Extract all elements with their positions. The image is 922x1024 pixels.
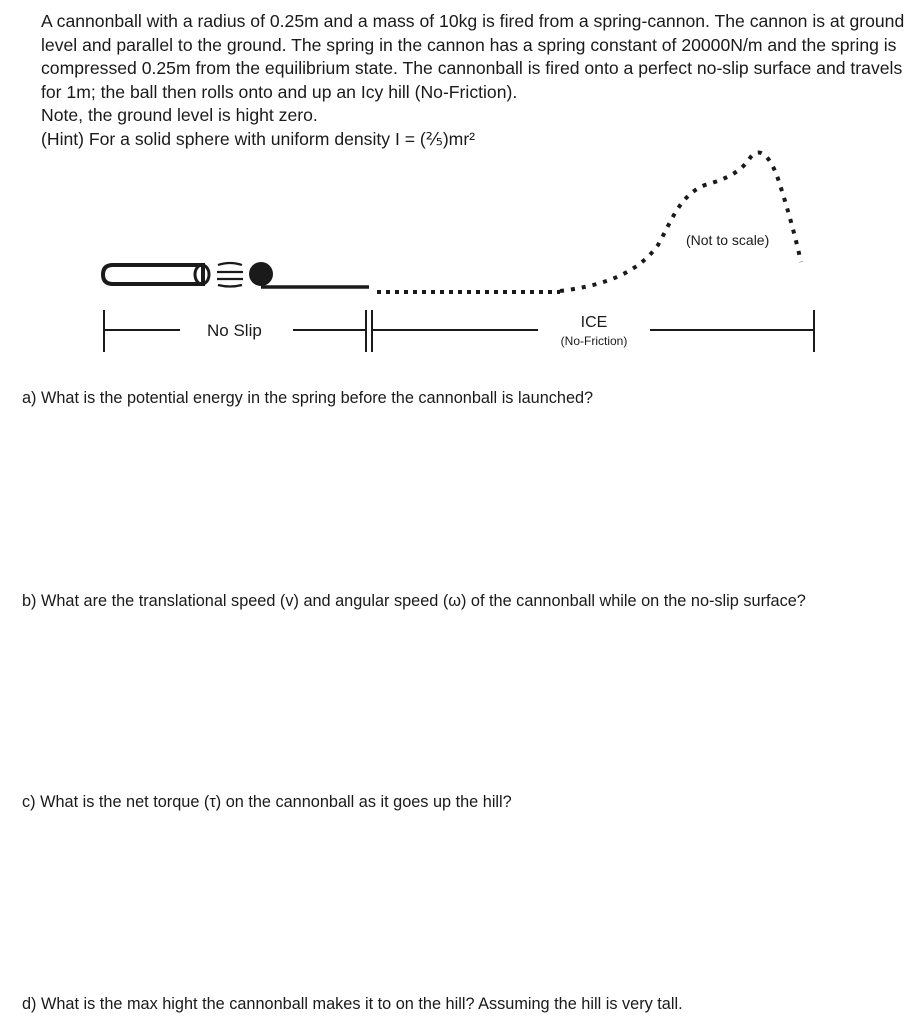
question-d: d) What is the max hight the cannonball makes it to on the hill? Assuming the hill is very tall. <box>22 995 683 1013</box>
ice-hill <box>560 152 801 291</box>
motion-lines-icon <box>217 263 243 287</box>
cannonball-icon <box>249 262 273 286</box>
scale-note: (Not to scale) <box>686 232 770 248</box>
problem-hint: (Hint) For a solid sphere with uniform density I = (⅖)mr² <box>41 128 476 149</box>
no-slip-label: No Slip <box>207 321 262 340</box>
problem-note: Note, the ground level is hight zero. <box>41 105 318 125</box>
cannon-icon <box>103 265 209 284</box>
question-a: a) What is the potential energy in the spring before the cannonball is launched? <box>22 389 594 407</box>
problem-paragraph: A cannonball with a radius of 0.25m and a mass of 10kg is fired from a spring-cannon. The cannon is at ground level and parallel to the ground. The spring in the cannon has a spring constant of 20000N/m and the spring is compressed 0.25m from the equilibrium state. The cannonball is fired onto a perfect no-slip surface and travels for 1m; the ball then rolls onto and up an Icy hill (No-Friction). <box>41 11 905 102</box>
cannon-diagram <box>0 0 922 380</box>
question-c: c) What is the net torque (τ) on the cannonball as it goes up the hill? <box>22 793 512 811</box>
question-b: b) What are the translational speed (v) and angular speed (ω) of the cannonball while on the no-slip surface? <box>22 592 806 610</box>
ice-sublabel: (No-Friction) <box>560 334 628 348</box>
ice-label: ICE <box>580 314 608 331</box>
